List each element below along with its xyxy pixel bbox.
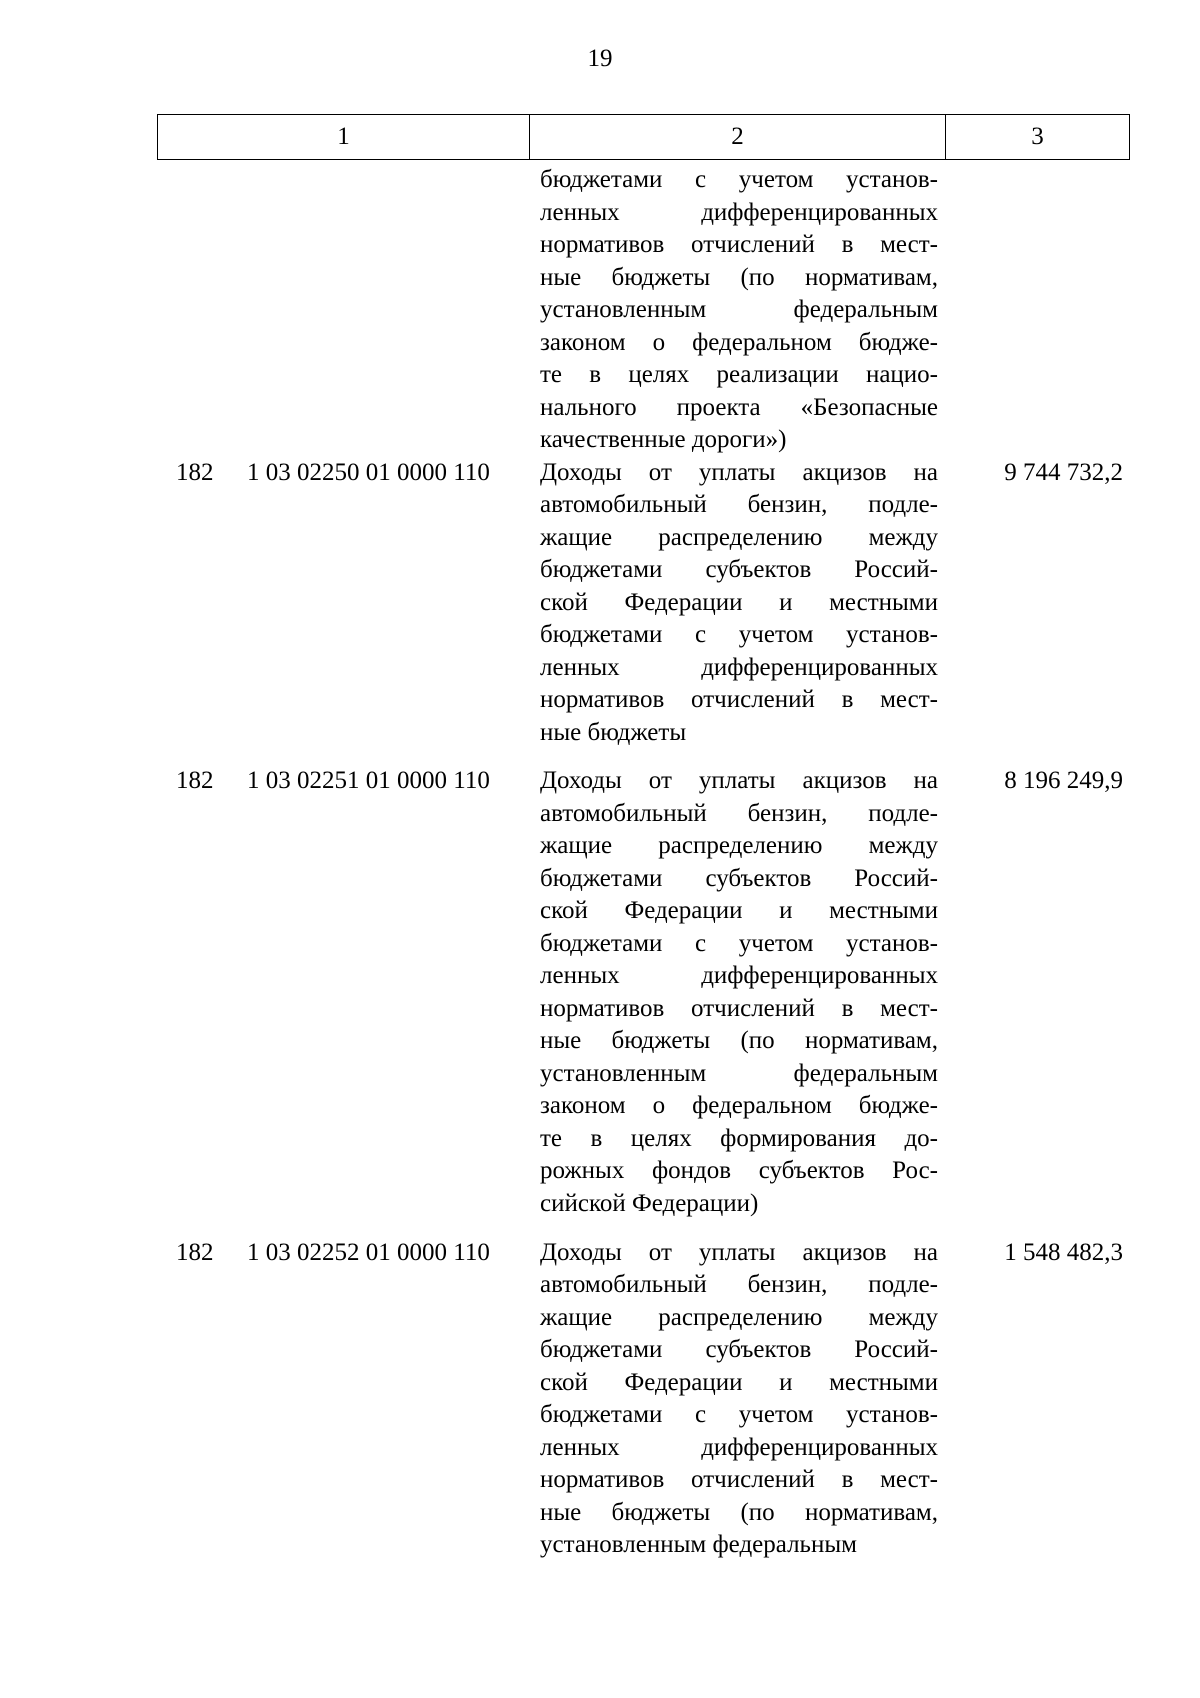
admin-code: 182 [176,1238,214,1266]
description-line: установленным федеральным [540,1059,938,1087]
description-line: жащие распределению между [540,1303,938,1331]
description-line: жащие распределению между [540,523,938,551]
description-line: автомобильный бензин, подле- [540,491,938,518]
description-line: автомобильный бензин, подле- [540,1271,938,1298]
description-line: Доходы от уплаты акцизов на [540,458,938,486]
description-line: нормативов отчислений в мест- [540,231,938,258]
description-line: ленных дифференцированных [540,962,938,990]
description-line: Доходы от уплаты акцизов на [540,767,938,795]
amount-value: 8 196 249,9 [1004,767,1123,795]
description-line: нального проекта «Безопасные [540,393,938,421]
description-line: ленных дифференцированных [540,198,938,226]
description-line: бюджетами с учетом установ- [540,166,938,193]
description-line: ской Федерации и местными [540,1368,938,1396]
description-line: те в целях формирования до- [540,1124,938,1152]
description-line: нормативов отчислений в мест- [540,1466,938,1493]
description-line: ской Федерации и местными [540,588,938,616]
budget-classification-code: 1 03 02250 01 0000 110 [247,458,490,486]
header-col-3: 3 [1031,123,1044,150]
description-line: ленных дифференцированных [540,1433,938,1461]
description-line: рожных фондов субъектов Рос- [540,1157,938,1185]
description-line: ные бюджеты [540,718,687,746]
description-line: бюджетами с учетом установ- [540,1401,938,1428]
description-line: бюджетами с учетом установ- [540,929,938,957]
amount-value: 1 548 482,3 [1004,1238,1123,1266]
header-col-2: 2 [530,115,946,159]
description-line: ской Федерации и местными [540,897,938,925]
budget-classification-code: 1 03 02252 01 0000 110 [247,1238,490,1266]
description-line: качественные дороги») [540,426,787,453]
description-line: установленным федеральным [540,1531,857,1558]
description-line: ные бюджеты (по нормативам, [540,263,938,291]
description-line: Доходы от уплаты акцизов на [540,1238,938,1266]
description-line: бюджетами субъектов Россий- [540,864,938,892]
table-header [157,114,1130,160]
budget-classification-code: 1 03 02251 01 0000 110 [247,767,490,795]
description-line: ленных дифференцированных [540,653,938,681]
description-line: установленным федеральным [540,296,938,323]
description-line: жащие распределению между [540,832,938,860]
description-line: бюджетами субъектов Россий- [540,1336,938,1363]
description-line: автомобильный бензин, подле- [540,799,938,827]
description-line: бюджетами субъектов Россий- [540,556,938,583]
description-line: законом о федеральном бюдже- [540,328,938,356]
description-line: нормативов отчислений в мест- [540,686,938,713]
description-line: ные бюджеты (по нормативам, [540,1498,938,1526]
description-line: законом о федеральном бюдже- [540,1092,938,1120]
description-line: нормативов отчислений в мест- [540,994,938,1022]
page-number: 19 [587,45,613,72]
admin-code: 182 [176,458,214,486]
amount-value: 9 744 732,2 [1004,458,1123,486]
description-line: те в целях реализации нацио- [540,361,938,388]
header-col-1: 1 [158,115,530,159]
description-line: ные бюджеты (по нормативам, [540,1027,938,1055]
admin-code: 182 [176,767,214,795]
description-line: бюджетами с учетом установ- [540,621,938,648]
description-line: сийской Федерации) [540,1189,759,1217]
